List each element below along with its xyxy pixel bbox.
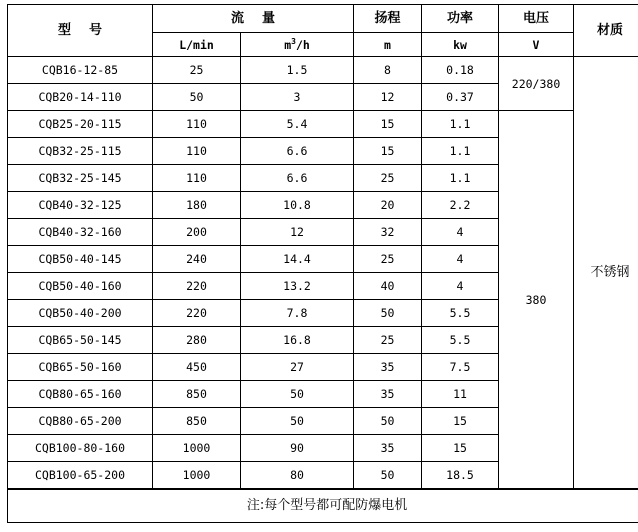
cell-flow-m3h: 5.4 bbox=[241, 111, 354, 138]
unit-voltage: V bbox=[499, 33, 574, 57]
cell-head: 25 bbox=[354, 327, 422, 354]
cell-model: CQB50-40-200 bbox=[8, 300, 153, 327]
cell-flow-lmin: 25 bbox=[153, 57, 241, 84]
header-material: 材质 bbox=[574, 5, 638, 57]
unit-m3h-suffix: /h bbox=[295, 37, 310, 52]
cell-model: CQB80-65-160 bbox=[8, 381, 153, 408]
cell-model: CQB40-32-125 bbox=[8, 192, 153, 219]
cell-head: 32 bbox=[354, 219, 422, 246]
cell-head: 20 bbox=[354, 192, 422, 219]
cell-power: 11 bbox=[422, 381, 499, 408]
cell-head: 35 bbox=[354, 354, 422, 381]
cell-power: 4 bbox=[422, 219, 499, 246]
cell-flow-lmin: 450 bbox=[153, 354, 241, 381]
cell-head: 40 bbox=[354, 273, 422, 300]
cell-flow-m3h: 14.4 bbox=[241, 246, 354, 273]
header-voltage: 电压 bbox=[499, 5, 574, 33]
cell-power: 0.37 bbox=[422, 84, 499, 111]
cell-head: 35 bbox=[354, 381, 422, 408]
pump-spec-table bbox=[7, 4, 638, 523]
cell-flow-lmin: 1000 bbox=[153, 435, 241, 462]
unit-m3h-prefix: m bbox=[284, 37, 292, 52]
cell-power: 4 bbox=[422, 273, 499, 300]
cell-head: 50 bbox=[354, 408, 422, 435]
footnote: 注:每个型号都可配防爆电机 bbox=[8, 489, 638, 523]
cell-flow-lmin: 180 bbox=[153, 192, 241, 219]
cell-model: CQB32-25-115 bbox=[8, 138, 153, 165]
cell-power: 4 bbox=[422, 246, 499, 273]
cell-head: 12 bbox=[354, 84, 422, 111]
cell-power: 15 bbox=[422, 435, 499, 462]
unit-m3h bbox=[241, 33, 354, 57]
cell-model: CQB16-12-85 bbox=[8, 57, 153, 84]
cell-flow-m3h: 1.5 bbox=[241, 57, 354, 84]
cell-head: 50 bbox=[354, 462, 422, 490]
cell-head: 25 bbox=[354, 165, 422, 192]
cell-voltage: 220/380 bbox=[499, 57, 574, 111]
table-row bbox=[8, 57, 638, 84]
cell-power: 5.5 bbox=[422, 327, 499, 354]
cell-model: CQB40-32-160 bbox=[8, 219, 153, 246]
cell-flow-lmin: 850 bbox=[153, 408, 241, 435]
cell-power: 18.5 bbox=[422, 462, 499, 490]
unit-head: m bbox=[354, 33, 422, 57]
cell-flow-m3h: 7.8 bbox=[241, 300, 354, 327]
cell-head: 50 bbox=[354, 300, 422, 327]
table-row bbox=[8, 111, 638, 138]
cell-flow-m3h: 90 bbox=[241, 435, 354, 462]
cell-power: 5.5 bbox=[422, 300, 499, 327]
cell-model: CQB65-50-160 bbox=[8, 354, 153, 381]
cell-flow-lmin: 850 bbox=[153, 381, 241, 408]
cell-flow-m3h: 10.8 bbox=[241, 192, 354, 219]
cell-power: 1.1 bbox=[422, 165, 499, 192]
cell-model: CQB50-40-145 bbox=[8, 246, 153, 273]
cell-flow-lmin: 110 bbox=[153, 165, 241, 192]
cell-flow-m3h: 13.2 bbox=[241, 273, 354, 300]
cell-flow-m3h: 6.6 bbox=[241, 138, 354, 165]
header-head: 扬程 bbox=[354, 5, 422, 33]
cell-flow-m3h: 50 bbox=[241, 381, 354, 408]
cell-head: 35 bbox=[354, 435, 422, 462]
cell-model: CQB100-65-200 bbox=[8, 462, 153, 490]
cell-flow-lmin: 50 bbox=[153, 84, 241, 111]
unit-m3h-sup: 3 bbox=[291, 36, 296, 46]
cell-model: CQB50-40-160 bbox=[8, 273, 153, 300]
cell-head: 15 bbox=[354, 111, 422, 138]
cell-power: 2.2 bbox=[422, 192, 499, 219]
cell-head: 25 bbox=[354, 246, 422, 273]
cell-power: 7.5 bbox=[422, 354, 499, 381]
cell-head: 15 bbox=[354, 138, 422, 165]
cell-flow-lmin: 220 bbox=[153, 273, 241, 300]
cell-flow-m3h: 50 bbox=[241, 408, 354, 435]
cell-power: 1.1 bbox=[422, 138, 499, 165]
cell-model: CQB32-25-145 bbox=[8, 165, 153, 192]
unit-lmin: L/min bbox=[153, 33, 241, 57]
cell-flow-m3h: 12 bbox=[241, 219, 354, 246]
cell-flow-m3h: 6.6 bbox=[241, 165, 354, 192]
cell-flow-lmin: 110 bbox=[153, 111, 241, 138]
cell-flow-m3h: 27 bbox=[241, 354, 354, 381]
cell-flow-lmin: 220 bbox=[153, 300, 241, 327]
header-row-1 bbox=[8, 5, 638, 33]
cell-model: CQB100-80-160 bbox=[8, 435, 153, 462]
cell-flow-lmin: 110 bbox=[153, 138, 241, 165]
cell-model: CQB65-50-145 bbox=[8, 327, 153, 354]
header-power: 功率 bbox=[422, 5, 499, 33]
cell-flow-lmin: 1000 bbox=[153, 462, 241, 490]
cell-power: 0.18 bbox=[422, 57, 499, 84]
cell-flow-m3h: 80 bbox=[241, 462, 354, 490]
cell-material: 不锈钢 bbox=[574, 57, 638, 490]
cell-power: 1.1 bbox=[422, 111, 499, 138]
cell-flow-m3h: 3 bbox=[241, 84, 354, 111]
cell-voltage: 380 bbox=[499, 111, 574, 490]
header-model: 型 号 bbox=[8, 5, 153, 57]
header-flow: 流 量 bbox=[153, 5, 354, 33]
cell-model: CQB20-14-110 bbox=[8, 84, 153, 111]
cell-flow-lmin: 240 bbox=[153, 246, 241, 273]
unit-power: kw bbox=[422, 33, 499, 57]
cell-flow-lmin: 280 bbox=[153, 327, 241, 354]
cell-power: 15 bbox=[422, 408, 499, 435]
cell-flow-m3h: 16.8 bbox=[241, 327, 354, 354]
cell-model: CQB80-65-200 bbox=[8, 408, 153, 435]
cell-head: 8 bbox=[354, 57, 422, 84]
cell-flow-lmin: 200 bbox=[153, 219, 241, 246]
note-row bbox=[8, 489, 638, 523]
cell-model: CQB25-20-115 bbox=[8, 111, 153, 138]
